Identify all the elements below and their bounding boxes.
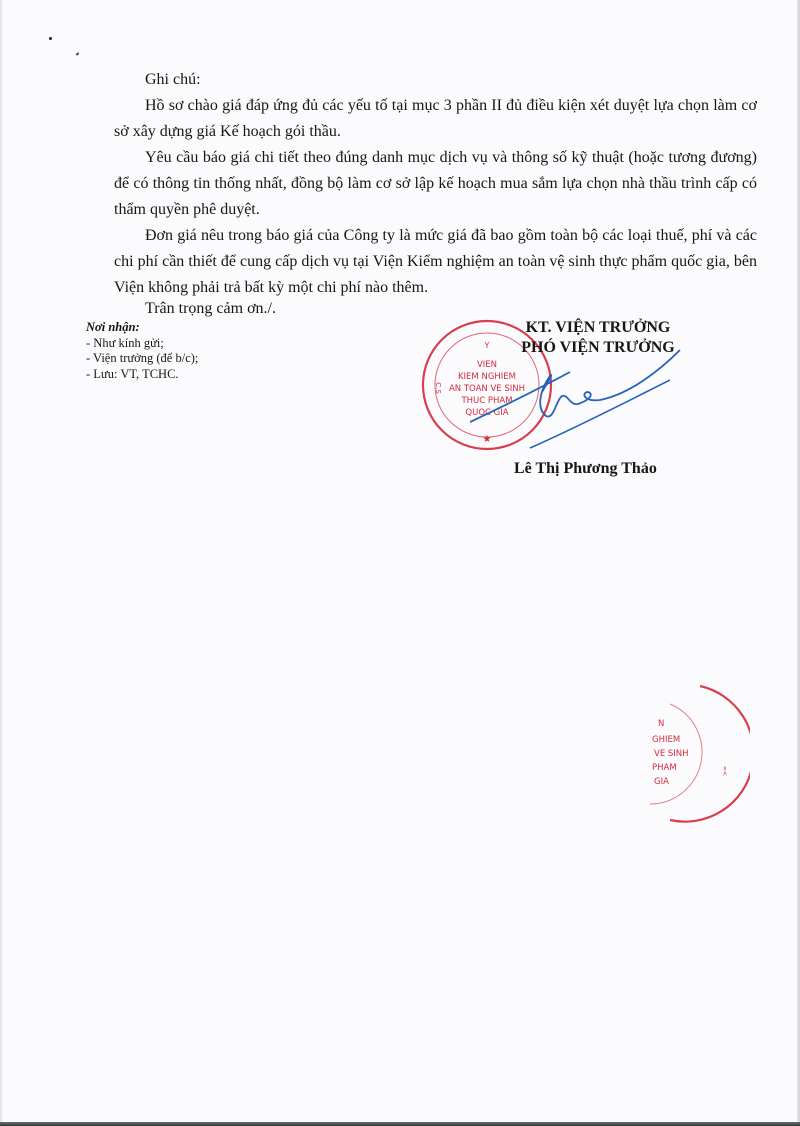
scan-speck (49, 37, 52, 40)
stamp-top-mark: Y (484, 341, 490, 350)
stamp-text: AN TOAN VE SINH (448, 384, 526, 394)
stamp-text: PHAM (652, 763, 677, 773)
stamp-text: N (658, 719, 665, 729)
stamp-text: THUC PHAM (461, 396, 513, 406)
scan-speck (76, 52, 80, 55)
partial-stamp (640, 684, 750, 824)
stamp-side-mark: C.S (434, 382, 442, 394)
paragraph-1: Hồ sơ chào giá đáp ứng đủ các yếu tố tại mục 3 phần II đủ điều kiện xét duyệt lựa chọn làm cơ sở xây dựng giá Kế hoạch gói thầu. (114, 97, 757, 140)
signature-title-line2: PHÓ VIỆN TRƯỞNG (521, 339, 675, 356)
scan-edge-bottom (0, 1122, 800, 1126)
scan-edge-left (0, 0, 2, 1126)
stamp-text: VE SINH (654, 749, 689, 759)
recipient-item: - Như kính gửi; (86, 335, 164, 350)
stamp-text: VIEN (476, 360, 498, 370)
stamp-text: GHIEM (652, 735, 681, 745)
paragraph-2: Yêu cầu báo giá chi tiết theo đúng danh mục dịch vụ và thông số kỹ thuật (hoặc tương đương) để có thông tin thống nhất, đồng bộ làm cơ sở lập kế hoạch mua sắm lựa chọn nhà thầu trình cấp có thẩm quyền phê duyệt. (114, 149, 757, 218)
handwritten-signature (470, 330, 690, 455)
stamp-text: QUOC GIA (465, 408, 509, 418)
signature-title-line1: KT. VIỆN TRƯỞNG (525, 319, 671, 336)
stamp-text: KIEM NGHIEM (457, 372, 517, 382)
recipients-title: Nơi nhận: (86, 320, 140, 334)
recipients-block (86, 320, 198, 382)
recipient-item: - Viện trưởng (để b/c); (86, 351, 199, 365)
recipient-item: - Lưu: VT, TCHC. (86, 366, 179, 381)
stamp-star-icon: ★ (482, 434, 492, 445)
note-heading: Ghi chú: (145, 71, 201, 88)
paragraph-3: Đơn giá nêu trong báo giá của Công ty là mức giá đã bao gồm toàn bộ các loại thuế, phí và các chi phí cần thiết để cung cấp dịch vụ tại Viện Kiểm nghiệm an toàn vệ sinh thực phẩm quốc gia, bên Viện không phải trả bất kỳ một chi phí nào thêm. (114, 227, 757, 296)
stamp-text: GIA (654, 777, 669, 787)
stamp-side-mark: =< (721, 766, 728, 777)
signer-name: Lê Thị Phương Thảo (514, 460, 657, 477)
closing-text: Trân trọng cảm ơn./. (145, 300, 276, 317)
